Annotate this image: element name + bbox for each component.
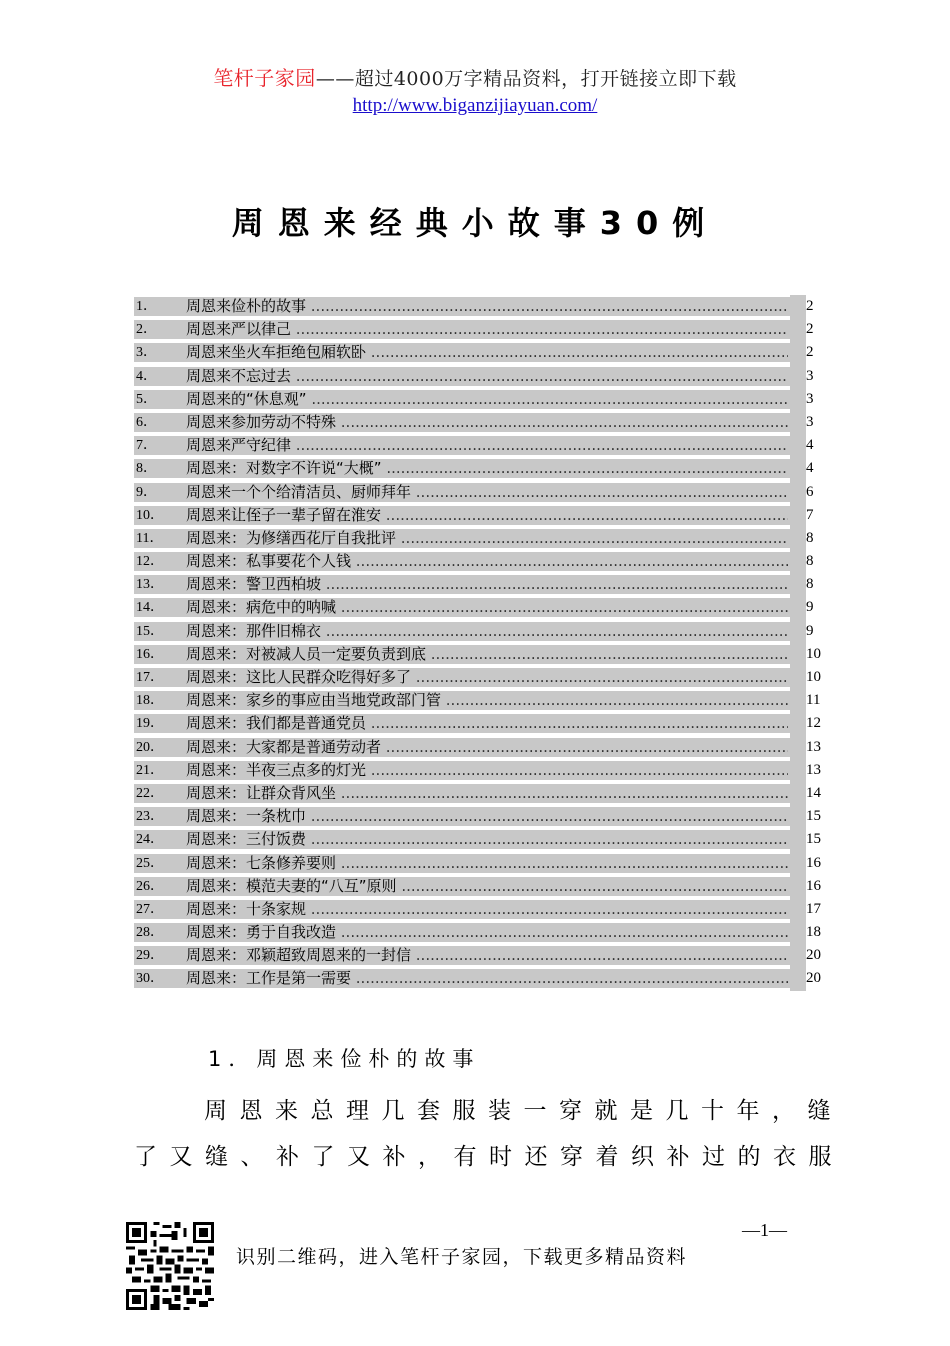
toc-page-highlight	[790, 295, 806, 318]
toc-entry-number: 1．	[136, 299, 157, 314]
toc-entry[interactable]	[134, 318, 826, 341]
toc-entry[interactable]	[134, 921, 826, 944]
toc-entry-number: 26．	[136, 878, 164, 894]
toc-entry-number: 30．	[136, 971, 164, 987]
toc-page-highlight	[790, 759, 806, 782]
toc-entry-page: 9	[806, 622, 814, 639]
toc-entry-title: 周恩来：七条修养要则 .....	[186, 854, 788, 873]
toc-entry-number: 17．	[136, 670, 164, 685]
body-paragraph-line-1: 周恩来总理几套服装一穿就是几十年，缝	[204, 1098, 843, 1124]
toc-page-highlight	[790, 782, 806, 805]
toc-entry-title: 周恩来：这比人民群众吃得好多了 .....	[186, 668, 788, 687]
toc-page-highlight	[790, 457, 806, 480]
toc-entry-title: 周恩来：家乡的事应由当地党政部门管 .....	[186, 691, 788, 710]
toc-entry-number: 6．	[136, 414, 157, 430]
header-tagline: ——超过4000万字精品资料，打开链接立即下载	[315, 68, 737, 90]
toc-page-highlight	[790, 481, 806, 504]
toc-entry-page: 4	[806, 460, 814, 477]
toc-entry[interactable]	[134, 828, 826, 851]
toc-page-highlight	[790, 689, 806, 712]
toc-entry[interactable]	[134, 573, 826, 596]
toc-entry[interactable]	[134, 388, 826, 411]
toc-page-highlight	[790, 596, 806, 619]
toc-entry-number: 20．	[136, 739, 164, 755]
toc-entry[interactable]	[134, 898, 826, 921]
toc-entry[interactable]	[134, 967, 826, 990]
toc-entry[interactable]	[134, 643, 826, 666]
toc-page-highlight	[790, 712, 806, 735]
toc-entry-title: 周恩来参加劳动不特殊 .....	[186, 413, 788, 432]
table-of-contents	[134, 295, 826, 991]
toc-entry-number: 9．	[136, 484, 157, 500]
toc-entry-title: 周恩来：十条家规 .....	[186, 900, 788, 919]
toc-entry-title: 周恩来严以律己 .....	[186, 320, 788, 339]
toc-entry-title: 周恩来：让群众背风坐 .....	[186, 784, 788, 803]
toc-page-highlight	[790, 411, 806, 434]
toc-entry-title: 周恩来：病危中的呐喊 .....	[186, 598, 788, 617]
toc-entry-number: 23．	[136, 809, 164, 825]
toc-entry-title: 周恩来：邓颖超致周恩来的一封信 .....	[186, 946, 788, 965]
toc-entry-title: 周恩来：大家都是普通劳动者 .....	[186, 738, 788, 757]
toc-entry-title: 周恩来：那件旧棉衣 .....	[186, 622, 788, 641]
toc-page-highlight	[790, 365, 806, 388]
toc-entry-page: 20	[806, 947, 821, 964]
toc-entry[interactable]	[134, 944, 826, 967]
toc-entry-title: 周恩来：勇于自我改造 .....	[186, 923, 788, 942]
toc-page-highlight	[790, 643, 806, 666]
toc-entry-title: 周恩来俭朴的故事 .....	[186, 297, 788, 316]
toc-entry[interactable]	[134, 550, 826, 573]
toc-entry-title: 周恩来：工作是第一需要 .....	[186, 969, 788, 988]
toc-entry[interactable]	[134, 736, 826, 759]
toc-entry-number: 2．	[136, 322, 157, 338]
toc-entry-number: 28．	[136, 925, 164, 941]
toc-entry-number: 25．	[136, 855, 164, 871]
toc-entry-page: 20	[806, 970, 821, 987]
toc-entry[interactable]	[134, 805, 826, 828]
toc-page-highlight	[790, 434, 806, 457]
header-line	[0, 66, 950, 91]
toc-entry-page: 2	[806, 298, 814, 314]
toc-entry-number: 22．	[136, 785, 164, 801]
body-paragraph-line-2: 了又缝、补了又补，有时还穿着织补过的衣服	[134, 1144, 844, 1170]
toc-entry-title: 周恩来：一条枕巾 .....	[186, 807, 788, 826]
toc-entry-page: 3	[806, 390, 814, 407]
toc-entry-number: 15．	[136, 623, 164, 639]
toc-entry-page: 10	[806, 645, 821, 662]
toc-entry-title: 周恩来：警卫西柏坡 .....	[186, 575, 788, 594]
toc-entry-title: 周恩来坐火车拒绝包厢软卧 .....	[186, 343, 788, 362]
toc-page-highlight	[790, 898, 806, 921]
toc-entry-title: 周恩来：三付饭费 .....	[186, 830, 788, 849]
toc-entry-page: 2	[806, 344, 814, 361]
toc-entry[interactable]	[134, 712, 826, 735]
toc-page-highlight	[790, 666, 806, 689]
toc-entry-number: 3．	[136, 345, 157, 361]
toc-entry-number: 21．	[136, 762, 164, 778]
toc-entry[interactable]	[134, 782, 826, 805]
toc-entry-number: 8．	[136, 461, 157, 477]
toc-entry-page: 15	[806, 808, 821, 825]
toc-entry-number: 11．	[136, 530, 164, 546]
toc-entry-number: 10．	[136, 507, 164, 523]
toc-page-highlight	[790, 967, 806, 990]
toc-entry-page: 8	[806, 529, 814, 546]
toc-entry[interactable]	[134, 434, 826, 457]
toc-page-highlight	[790, 550, 806, 573]
toc-entry-title: 周恩来让侄子一辈子留在淮安 .....	[186, 506, 788, 525]
toc-entry-page: 16	[806, 854, 821, 871]
toc-page-highlight	[790, 805, 806, 828]
page-header	[0, 66, 950, 117]
toc-page-highlight	[790, 620, 806, 643]
toc-entry-page: 3	[806, 367, 814, 384]
toc-entry-page: 8	[806, 553, 814, 570]
toc-page-highlight	[790, 944, 806, 967]
qr-code-icon[interactable]	[126, 1222, 214, 1310]
toc-entry-title: 周恩来：对数字不许说“大概” .....	[186, 459, 788, 478]
toc-entry-number: 16．	[136, 646, 164, 662]
toc-entry[interactable]	[134, 852, 826, 875]
toc-entry-page: 13	[806, 738, 821, 755]
document-title: 周恩来经典小故事30例	[231, 204, 719, 242]
toc-entry-number: 13．	[136, 577, 164, 593]
toc-entry-page: 18	[806, 924, 821, 941]
toc-entry-title: 周恩来：我们都是普通党员 .....	[186, 714, 788, 733]
toc-entry-title: 周恩来的“休息观” .....	[186, 390, 788, 409]
toc-entry-page: 15	[806, 831, 821, 848]
toc-entry-page: 17	[806, 900, 821, 917]
toc-page-highlight	[790, 921, 806, 944]
toc-entry[interactable]	[134, 666, 826, 689]
toc-entry[interactable]	[134, 341, 826, 364]
toc-entry-title: 周恩来：半夜三点多的灯光 .....	[186, 761, 788, 780]
toc-entry[interactable]	[134, 875, 826, 898]
toc-entry-page: 6	[806, 483, 814, 500]
toc-entry-page: 16	[806, 877, 821, 894]
toc-entry[interactable]	[134, 596, 826, 619]
toc-entry[interactable]	[134, 759, 826, 782]
toc-page-highlight	[790, 341, 806, 364]
toc-entry-title: 周恩来：私事要花个人钱 .....	[186, 552, 788, 571]
toc-page-highlight	[790, 736, 806, 759]
brand-name: 笔杆子家园	[213, 66, 316, 90]
toc-entry[interactable]	[134, 527, 826, 550]
toc-page-highlight	[790, 852, 806, 875]
toc-entry-number: 19．	[136, 716, 164, 732]
toc-entry-page: 7	[806, 506, 814, 523]
toc-entry[interactable]	[134, 620, 826, 643]
toc-entry-number: 5．	[136, 391, 157, 407]
toc-entry-number: 14．	[136, 600, 164, 616]
toc-entry[interactable]	[134, 457, 826, 480]
toc-entry-number: 4．	[136, 368, 157, 384]
toc-page-highlight	[790, 828, 806, 851]
toc-entry-page: 13	[806, 761, 821, 778]
toc-entry[interactable]	[134, 295, 826, 318]
toc-entry-number: 7．	[136, 438, 157, 454]
toc-entry-title: 周恩来：对被减人员一定要负责到底 .....	[186, 645, 788, 664]
toc-page-highlight	[790, 875, 806, 898]
toc-entry-page: 14	[806, 784, 821, 801]
toc-entry-title: 周恩来不忘过去 .....	[186, 367, 788, 386]
toc-entry-page: 10	[806, 669, 821, 685]
toc-entry[interactable]	[134, 411, 826, 434]
toc-entry-page: 12	[806, 715, 821, 732]
toc-entry-number: 27．	[136, 901, 164, 917]
toc-entry-page: 3	[806, 413, 814, 430]
toc-entry-number: 12．	[136, 554, 164, 570]
toc-entry-page: 11	[806, 692, 821, 709]
website-link[interactable]: http://www.biganzijiayuan.com/	[352, 95, 598, 116]
toc-entry[interactable]	[134, 365, 826, 388]
section-heading: 1．周恩来俭朴的故事	[208, 1047, 481, 1071]
toc-entry-page: 4	[806, 437, 814, 454]
toc-entry-number: 18．	[136, 693, 164, 709]
toc-page-highlight	[790, 573, 806, 596]
toc-entry[interactable]	[134, 481, 826, 504]
toc-entry[interactable]	[134, 689, 826, 712]
footer-caption: 识别二维码，进入笔杆子家园，下载更多精品资料	[236, 1246, 688, 1268]
page-number: —1—	[742, 1220, 787, 1240]
toc-entry-page: 8	[806, 576, 814, 593]
toc-entry-page: 9	[806, 599, 814, 616]
toc-entry[interactable]	[134, 504, 826, 527]
toc-page-highlight	[790, 527, 806, 550]
toc-page-highlight	[790, 388, 806, 411]
toc-entry-number: 29．	[136, 948, 164, 964]
toc-page-highlight	[790, 504, 806, 527]
toc-page-highlight	[790, 318, 806, 341]
toc-entry-title: 周恩来一个个给清洁员、厨师拜年 .....	[186, 483, 788, 502]
toc-entry-page: 2	[806, 321, 814, 338]
toc-entry-number: 24．	[136, 832, 164, 848]
toc-entry-title: 周恩来：为修缮西花厅自我批评 .....	[186, 529, 788, 548]
toc-entry-title: 周恩来：模范夫妻的“八互”原则 .....	[186, 877, 788, 896]
toc-entry-title: 周恩来严守纪律 .....	[186, 436, 788, 455]
